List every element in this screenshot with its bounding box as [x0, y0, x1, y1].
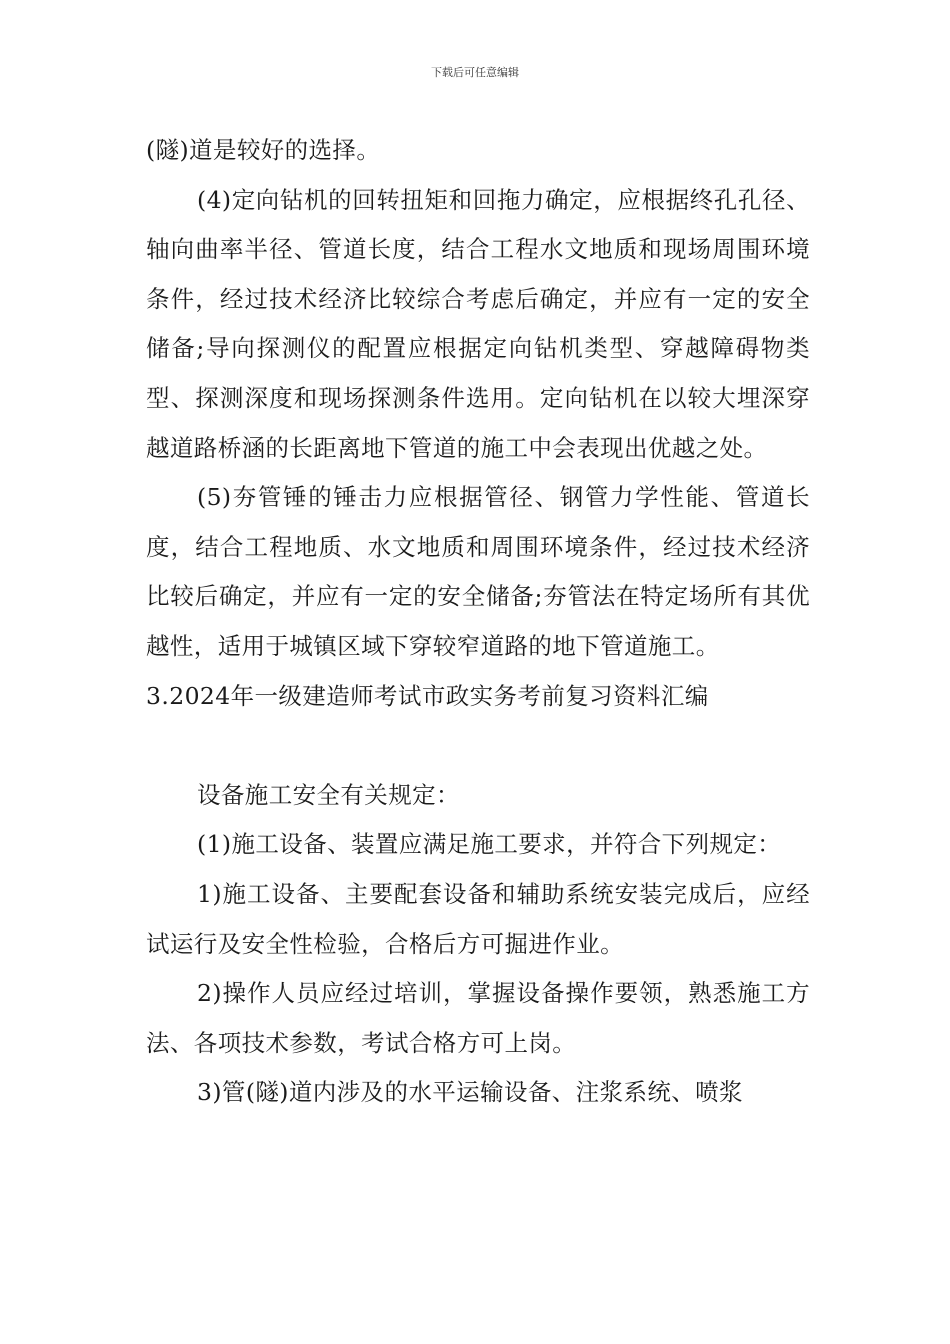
- rule-subitem-3: 3)管(隧)道内涉及的水平运输设备、注浆系统、喷浆: [197, 1078, 743, 1107]
- section-intro: 设备施工安全有关规定：: [197, 780, 460, 809]
- rule-subitem-1: 1)施工设备、主要配套设备和辅助系统安装完成后，应经试运行及安全性检验，合格后方可掘进作业。: [146, 879, 810, 958]
- paragraph-item-5: (5)夯管锤的锤击力应根据管径、钢管力学性能、管道长度，结合工程地质、水文地质和周围环境条件，经过技术经济比较后确定，并应有一定的安全储备;夯管法在特定场所有其优越性，适用于城镇区域下穿较窄道路的地下管道施工。: [146, 483, 810, 660]
- document-body: [146, 126, 810, 1118]
- paragraph-item-4: (4)定向钻机的回转扭矩和回拖力确定，应根据终孔孔径、轴向曲率半径、管道长度，结合工程水文地质和现场周围环境条件，经过技术经济比较综合考虑后确定，并应有一定的安全储备;导向探测仪的配置应根据定向钻机类型、穿越障碍物类型、探测深度和现场探测条件选用。定向钻机在以较大埋深穿越道路桥涵的长距离地下管道的施工中会表现出优越之处。: [146, 185, 810, 462]
- page-header-note: 下载后可任意编辑: [431, 66, 519, 79]
- blank-line: [146, 721, 810, 771]
- rule-item-1: (1)施工设备、装置应满足施工要求，并符合下列规定：: [197, 830, 782, 859]
- paragraph-continued: (隧)道是较好的选择。: [146, 136, 381, 164]
- rule-subitem-2: 2)操作人员应经过培训，掌握设备操作要领，熟悉施工方法、各项技术参数，考试合格方可上岗。: [146, 979, 810, 1057]
- section-heading: 3.2024年一级建造师考试市政实务考前复习资料汇编: [146, 681, 709, 710]
